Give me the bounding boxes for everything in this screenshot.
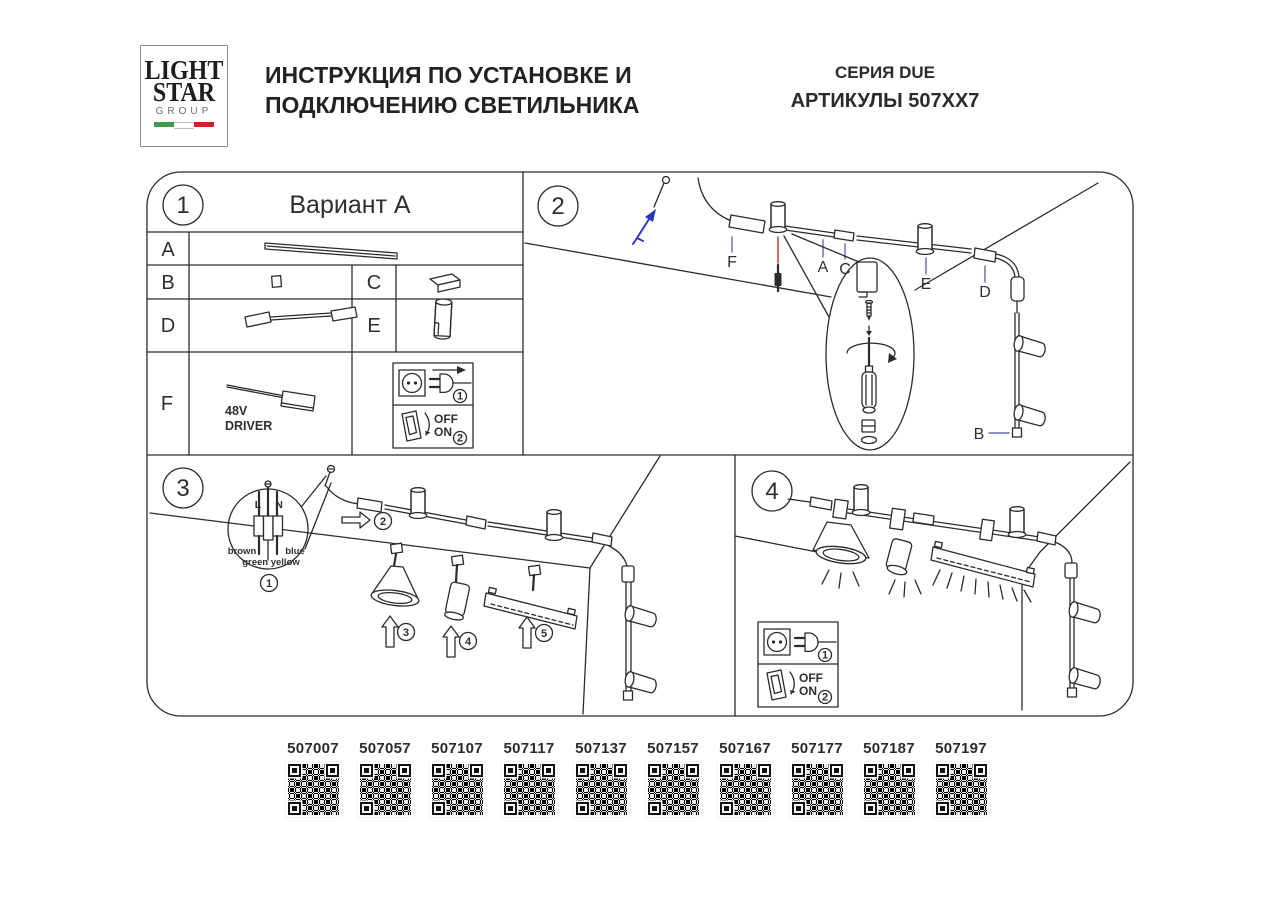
qr-finder-icon <box>648 802 661 815</box>
insert-arrow <box>443 626 459 657</box>
qr-finder-icon <box>288 802 301 815</box>
qr-item <box>354 740 416 817</box>
driver-connector <box>729 215 765 233</box>
qr-finder-icon <box>720 764 733 777</box>
vertical-rail <box>1065 563 1102 697</box>
standoff-cylinder <box>916 224 933 255</box>
qr-item <box>642 740 704 817</box>
qr-finder-icon <box>326 764 339 777</box>
linear-lamp <box>484 565 577 629</box>
italian-flag-bar <box>141 122 227 129</box>
standoff-cylinder <box>545 510 562 541</box>
track-connector-c <box>834 230 854 241</box>
corner-cable <box>609 546 627 566</box>
qr-label: 507137 <box>575 740 627 757</box>
svg-text:2: 2 <box>379 516 387 528</box>
ceiling-edge-line <box>735 536 817 552</box>
wire-green-yellow-label: green yellow <box>242 557 300 568</box>
qr-code <box>358 762 413 817</box>
wire-blue-label: blue <box>285 546 305 557</box>
qr-finder-icon <box>686 764 699 777</box>
driver-voltage-label: 48V <box>225 404 248 418</box>
series-label: СЕРИЯ DUE <box>834 63 935 82</box>
step-3-number: 3 <box>176 475 190 502</box>
row-c-letter: C <box>366 272 382 294</box>
page-title-line2: ПОДКЛЮЧЕНИЮ СВЕТИЛЬНИКА <box>265 92 640 118</box>
page-title <box>265 60 705 120</box>
qr-item <box>282 740 344 817</box>
qr-code <box>862 762 917 817</box>
instruction-diagram: 1 OFF ON 2 1 Вариант А A B C D E F 48V DRIVER 2 F A C E D B 3 L N brown blue green yellow 1 2 3 4 5 4 <box>145 170 1135 718</box>
part-label-e: E <box>920 276 932 293</box>
qr-label: 507177 <box>791 740 843 757</box>
corner-feed-connector <box>1037 532 1056 545</box>
ceiling-edge-line <box>525 243 831 297</box>
svg-text:5: 5 <box>540 628 548 640</box>
qr-finder-icon <box>542 764 555 777</box>
light-rays <box>822 570 859 588</box>
part-label-a: A <box>817 259 829 276</box>
svg-text:1: 1 <box>265 578 273 590</box>
qr-finder-icon <box>864 764 877 777</box>
panel-4-result-diagram <box>735 462 1130 710</box>
wiring-detail-magnifier <box>228 481 308 569</box>
step-1-number: 1 <box>176 192 190 219</box>
track-segment-2 <box>857 236 971 253</box>
svg-text:4: 4 <box>464 636 472 648</box>
wire-l-label: L <box>254 499 262 511</box>
qr-finder-icon <box>936 802 949 815</box>
hook-screw-icon <box>654 177 670 208</box>
row-b-letter: B <box>161 272 175 294</box>
qr-item <box>858 740 920 817</box>
power-steps-box-panel1 <box>393 363 473 448</box>
light-rays <box>889 580 921 597</box>
feed-connector <box>810 497 832 510</box>
wire-n-label: N <box>275 499 283 511</box>
qr-finder-icon <box>432 802 445 815</box>
panel-1-parts-table <box>147 185 523 455</box>
step-2-number: 2 <box>551 193 565 220</box>
row-e-letter: E <box>367 315 381 337</box>
part-a-track-icon <box>265 243 397 259</box>
series-block <box>770 63 1000 113</box>
qr-finder-icon <box>432 764 445 777</box>
logo-line1: LIGHT <box>144 56 224 86</box>
qr-label: 507167 <box>719 740 771 757</box>
qr-finder-icon <box>974 764 987 777</box>
feed-connector <box>357 498 382 512</box>
qr-label: 507107 <box>431 740 483 757</box>
qr-label: 507187 <box>863 740 915 757</box>
assembly-detail-magnifier <box>826 258 914 450</box>
qr-finder-icon <box>758 764 771 777</box>
corner-feed-elbow <box>996 254 1019 277</box>
power-steps-box-panel4 <box>758 622 838 707</box>
wire-brown-label: brown <box>227 546 257 557</box>
qr-finder-icon <box>504 764 517 777</box>
qr-code <box>646 762 701 817</box>
row-d-letter: D <box>160 315 176 337</box>
qr-item <box>930 740 992 817</box>
track-segment-2 <box>488 522 593 542</box>
qr-finder-icon <box>504 802 517 815</box>
standoff-cylinder <box>1008 507 1025 538</box>
qr-item <box>786 740 848 817</box>
track-connector <box>466 516 486 529</box>
standoff-cylinder <box>409 488 426 519</box>
qr-item <box>426 740 488 817</box>
variant-title: Вариант А <box>289 191 411 219</box>
part-label-d: D <box>979 284 991 301</box>
qr-finder-icon <box>576 764 589 777</box>
vertical-rail <box>622 566 658 700</box>
qr-code <box>430 762 485 817</box>
panel-2-mounting-diagram <box>525 177 1098 451</box>
part-b-end-cap-icon <box>272 276 282 288</box>
qr-finder-icon <box>614 764 627 777</box>
qr-label: 507117 <box>503 740 555 757</box>
row-f-letter: F <box>160 393 174 415</box>
qr-finder-icon <box>792 764 805 777</box>
slide-in-arrow <box>342 512 370 528</box>
qr-item <box>570 740 632 817</box>
insert-arrow <box>382 616 398 647</box>
qr-label: 507007 <box>287 740 339 757</box>
qr-finder-icon <box>360 802 373 815</box>
driver-cable <box>698 178 734 222</box>
driver-name-label: DRIVER <box>225 419 273 433</box>
qr-finder-icon <box>830 764 843 777</box>
corner-cable <box>1055 542 1072 563</box>
qr-item <box>498 740 560 817</box>
lightstar-logo <box>140 45 228 147</box>
blue-direction-arrow <box>633 209 656 244</box>
panel-3-wiring-diagram <box>150 456 660 714</box>
insert-arrow <box>519 617 535 648</box>
cylinder-spot-lamp <box>444 555 470 621</box>
qr-finder-icon <box>936 764 949 777</box>
cone-lamp <box>370 543 419 608</box>
qr-code <box>790 762 845 817</box>
standoff-cylinder <box>852 485 869 516</box>
wall-corner-line <box>915 183 1098 290</box>
row-a-letter: A <box>161 239 175 261</box>
qr-finder-icon <box>720 802 733 815</box>
feed-cylinder <box>1011 277 1024 301</box>
feed-cable <box>788 499 810 502</box>
svg-text:3: 3 <box>402 627 410 639</box>
logo-line2: STAR <box>152 78 216 108</box>
logo-line3: GROUP <box>155 106 213 117</box>
qr-finder-icon <box>864 802 877 815</box>
wall-corner-line <box>583 456 660 714</box>
qr-finder-icon <box>902 764 915 777</box>
qr-code <box>502 762 557 817</box>
qr-code <box>286 762 341 817</box>
standoff-cylinder <box>769 202 786 233</box>
part-e-cylinder-icon <box>434 299 452 340</box>
qr-finder-icon <box>288 764 301 777</box>
ceiling-edge-line <box>150 513 590 568</box>
qr-code <box>718 762 773 817</box>
qr-finder-icon <box>576 802 589 815</box>
qr-label: 507157 <box>647 740 699 757</box>
step-4-number: 4 <box>765 478 779 505</box>
part-c-connector-icon <box>430 274 460 292</box>
qr-finder-icon <box>360 764 373 777</box>
part-label-c: C <box>839 261 851 278</box>
part-d-flex-connector-icon <box>245 307 357 327</box>
part-label-b: B <box>973 426 985 443</box>
qr-label: 507197 <box>935 740 987 757</box>
screwdriver-icon <box>862 338 876 413</box>
corner-feed-connector <box>974 248 996 262</box>
qr-item <box>714 740 776 817</box>
corner-feed-connector <box>592 533 612 546</box>
qr-row <box>282 740 1002 817</box>
qr-code <box>574 762 629 817</box>
qr-label: 507057 <box>359 740 411 757</box>
qr-code <box>934 762 989 817</box>
vertical-rail <box>1013 301 1047 437</box>
rotate-arrow <box>847 343 895 358</box>
part-label-f: F <box>727 254 737 271</box>
qr-finder-icon <box>470 764 483 777</box>
qr-finder-icon <box>398 764 411 777</box>
articles-label: АРТИКУЛЫ 507XX7 <box>790 90 980 112</box>
qr-finder-icon <box>792 802 805 815</box>
qr-finder-icon <box>648 764 661 777</box>
page-title-line1: ИНСТРУКЦИЯ ПО УСТАНОВКЕ И <box>265 62 632 88</box>
